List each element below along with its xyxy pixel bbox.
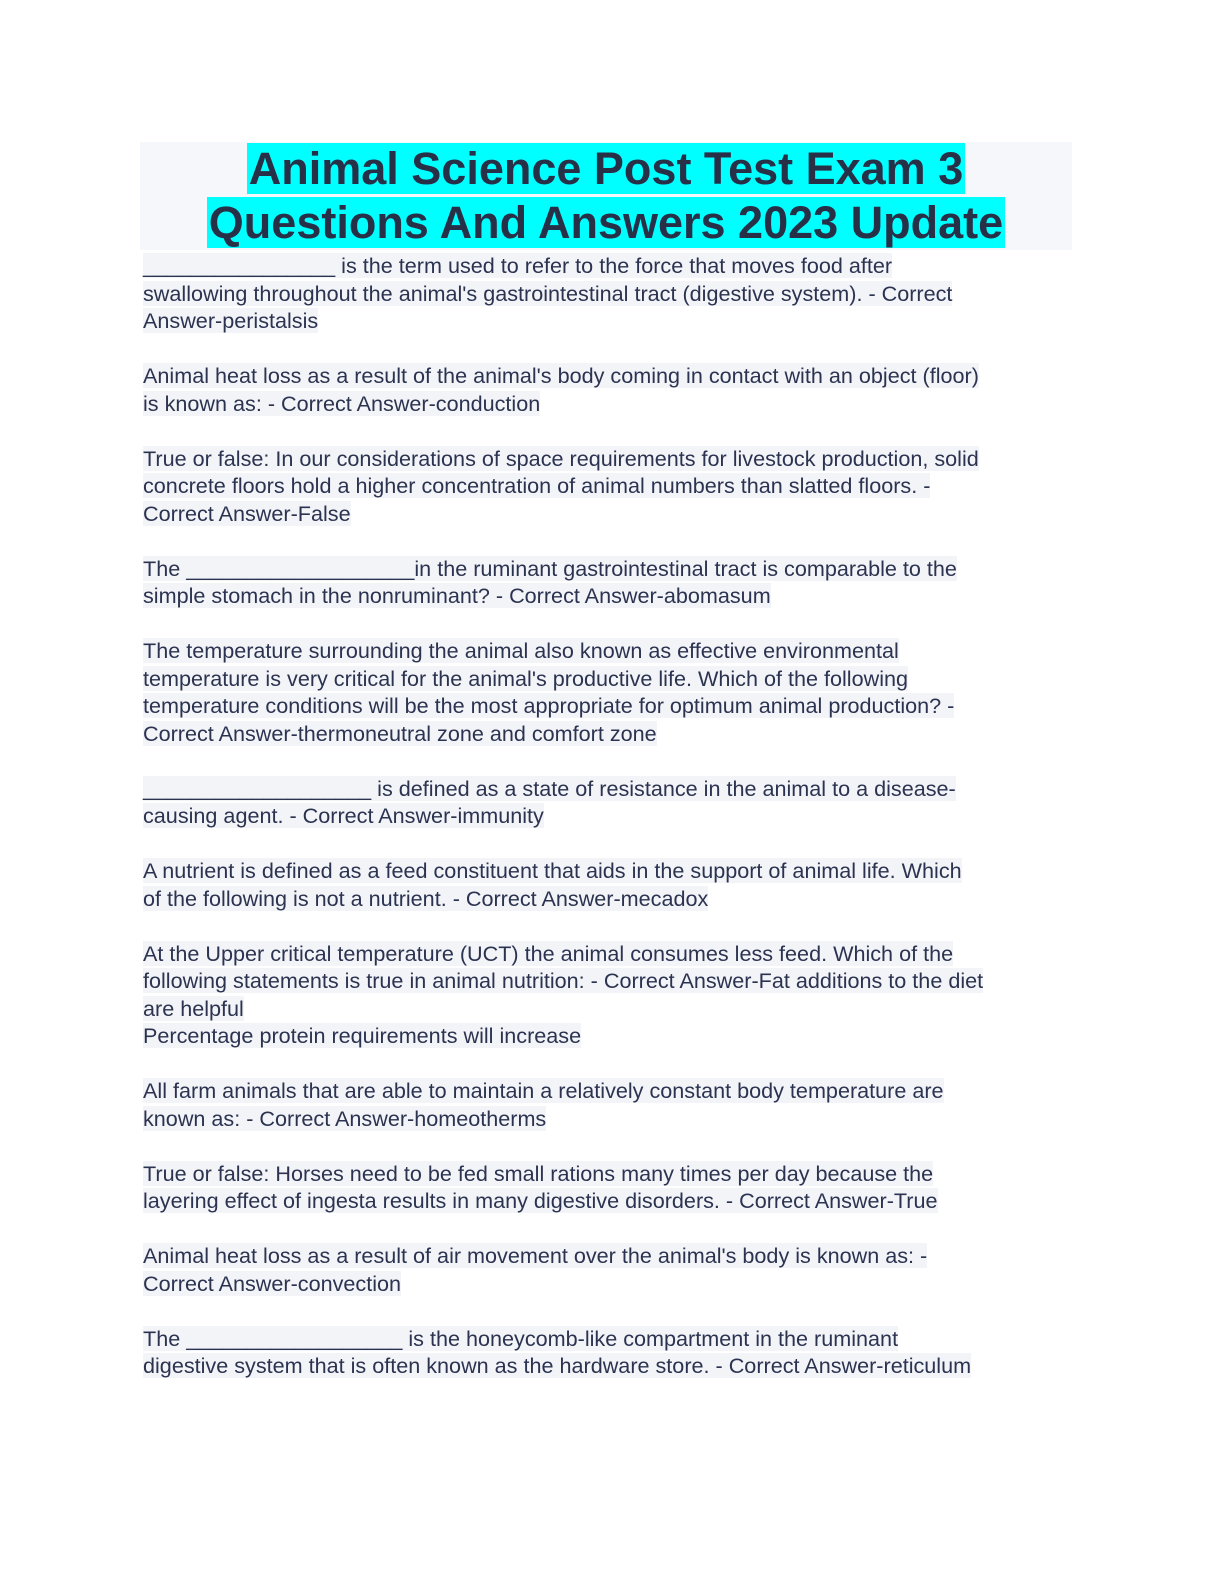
qa-text: The temperature surrounding the animal also known as effective environmental [143,638,899,663]
qa-text: temperature conditions will be the most appropriate for optimum animal production? - [143,693,955,718]
qa-text: Correct Answer-False [143,500,351,526]
qa-text-line [143,940,1083,968]
qa-text: The ___________________in the ruminant gastrointestinal tract is comparable to the [143,555,957,581]
qa-text: Answer-peristalsis [143,308,319,333]
qa-text-line [143,500,1083,528]
qa-text: A nutrient is defined as a feed constituent that aids in the support of animal life. Which [143,858,962,883]
qa-text-line [143,720,1083,748]
qa-item [143,555,1083,610]
qa-text-line [143,775,1083,803]
qa-text: At the Upper critical temperature (UCT) the animal consumes less feed. Which of the [143,940,954,966]
qa-text: layering effect of ingesta results in many digestive disorders. - Correct Answer-True [143,1188,938,1213]
qa-text: known as: - Correct Answer-homeotherms [143,1105,547,1131]
qa-item [143,252,1083,335]
qa-text-line [143,445,1083,473]
title-line-1: Animal Science Post Test Exam 3 [248,143,964,194]
qa-text: Correct Answer-convection [143,1270,402,1296]
qa-text: Correct Answer-thermoneutral zone and comfort zone [143,720,657,746]
qa-text: The __________________ is the honeycomb-like compartment in the ruminant [143,1325,899,1351]
qa-text-line [143,637,1083,665]
qa-text: All farm animals that are able to maintain a relatively constant body temperature are [143,1078,944,1103]
title-line-2: Questions And Answers 2023 Update [208,197,1004,248]
qa-text-line [143,692,1083,720]
qa-text-line [143,857,1083,885]
qa-text-line [143,582,1083,610]
qa-text-line [143,1022,1083,1050]
qa-text-line [143,472,1083,500]
qa-text-line [143,362,1083,390]
qa-text-line [143,555,1083,583]
qa-text: True or false: Horses need to be fed small rations many times per day because the [143,1160,934,1186]
qa-text: True or false: In our considerations of space requirements for livestock production, solid [143,445,979,471]
qa-text-line [143,1352,1083,1380]
qa-text: ___________________ is defined as a state of resistance in the animal to a disease- [143,775,956,801]
qa-text: ________________ is the term used to refer to the force that moves food after [143,253,893,278]
qa-text-line [143,967,1083,995]
qa-text: temperature is very critical for the animal's productive life. Which of the following [143,665,909,691]
qa-text-line [143,885,1083,913]
qa-text-line [143,280,1083,308]
qa-item [143,362,1083,417]
qa-text-line [143,1242,1083,1270]
qa-item [143,1325,1083,1380]
qa-text: causing agent. - Correct Answer-immunity [143,803,544,828]
document-title [140,142,1072,250]
qa-list [143,252,1083,1407]
qa-text-line [143,995,1083,1023]
qa-text: of the following is not a nutrient. - Correct Answer-mecadox [143,885,709,911]
qa-item [143,1242,1083,1297]
qa-item [143,857,1083,912]
qa-item [143,940,1083,1050]
qa-text-line [143,1105,1083,1133]
qa-text: is known as: - Correct Answer-conduction [143,390,541,416]
qa-text-line [143,252,1083,280]
qa-text: Animal heat loss as a result of the animal's body coming in contact with an object (floor) [143,363,979,388]
qa-item [143,1077,1083,1132]
qa-text-line [143,307,1083,335]
qa-text-line [143,1160,1083,1188]
qa-text: Percentage protein requirements will increase [143,1023,582,1048]
qa-text: following statements is true in animal nutrition: - Correct Answer-Fat additions to the diet [143,968,984,993]
qa-text: simple stomach in the nonruminant? - Correct Answer-abomasum [143,583,771,608]
qa-item [143,1160,1083,1215]
qa-text-line [143,1325,1083,1353]
qa-text: concrete floors hold a higher concentration of animal numbers than slatted floors. - [143,473,931,498]
qa-text-line [143,1270,1083,1298]
qa-text-line [143,665,1083,693]
qa-item [143,775,1083,830]
qa-text-line [143,1077,1083,1105]
qa-text: swallowing throughout the animal's gastrointestinal tract (digestive system). - Correct [143,280,953,306]
qa-item [143,445,1083,528]
qa-text: are helpful [143,995,244,1021]
qa-text-line [143,1187,1083,1215]
qa-text: digestive system that is often known as the hardware store. - Correct Answer-reticulum [143,1353,972,1378]
qa-text-line [143,802,1083,830]
qa-text: Animal heat loss as a result of air movement over the animal's body is known as: - [143,1243,928,1268]
qa-item [143,637,1083,747]
qa-text-line [143,390,1083,418]
